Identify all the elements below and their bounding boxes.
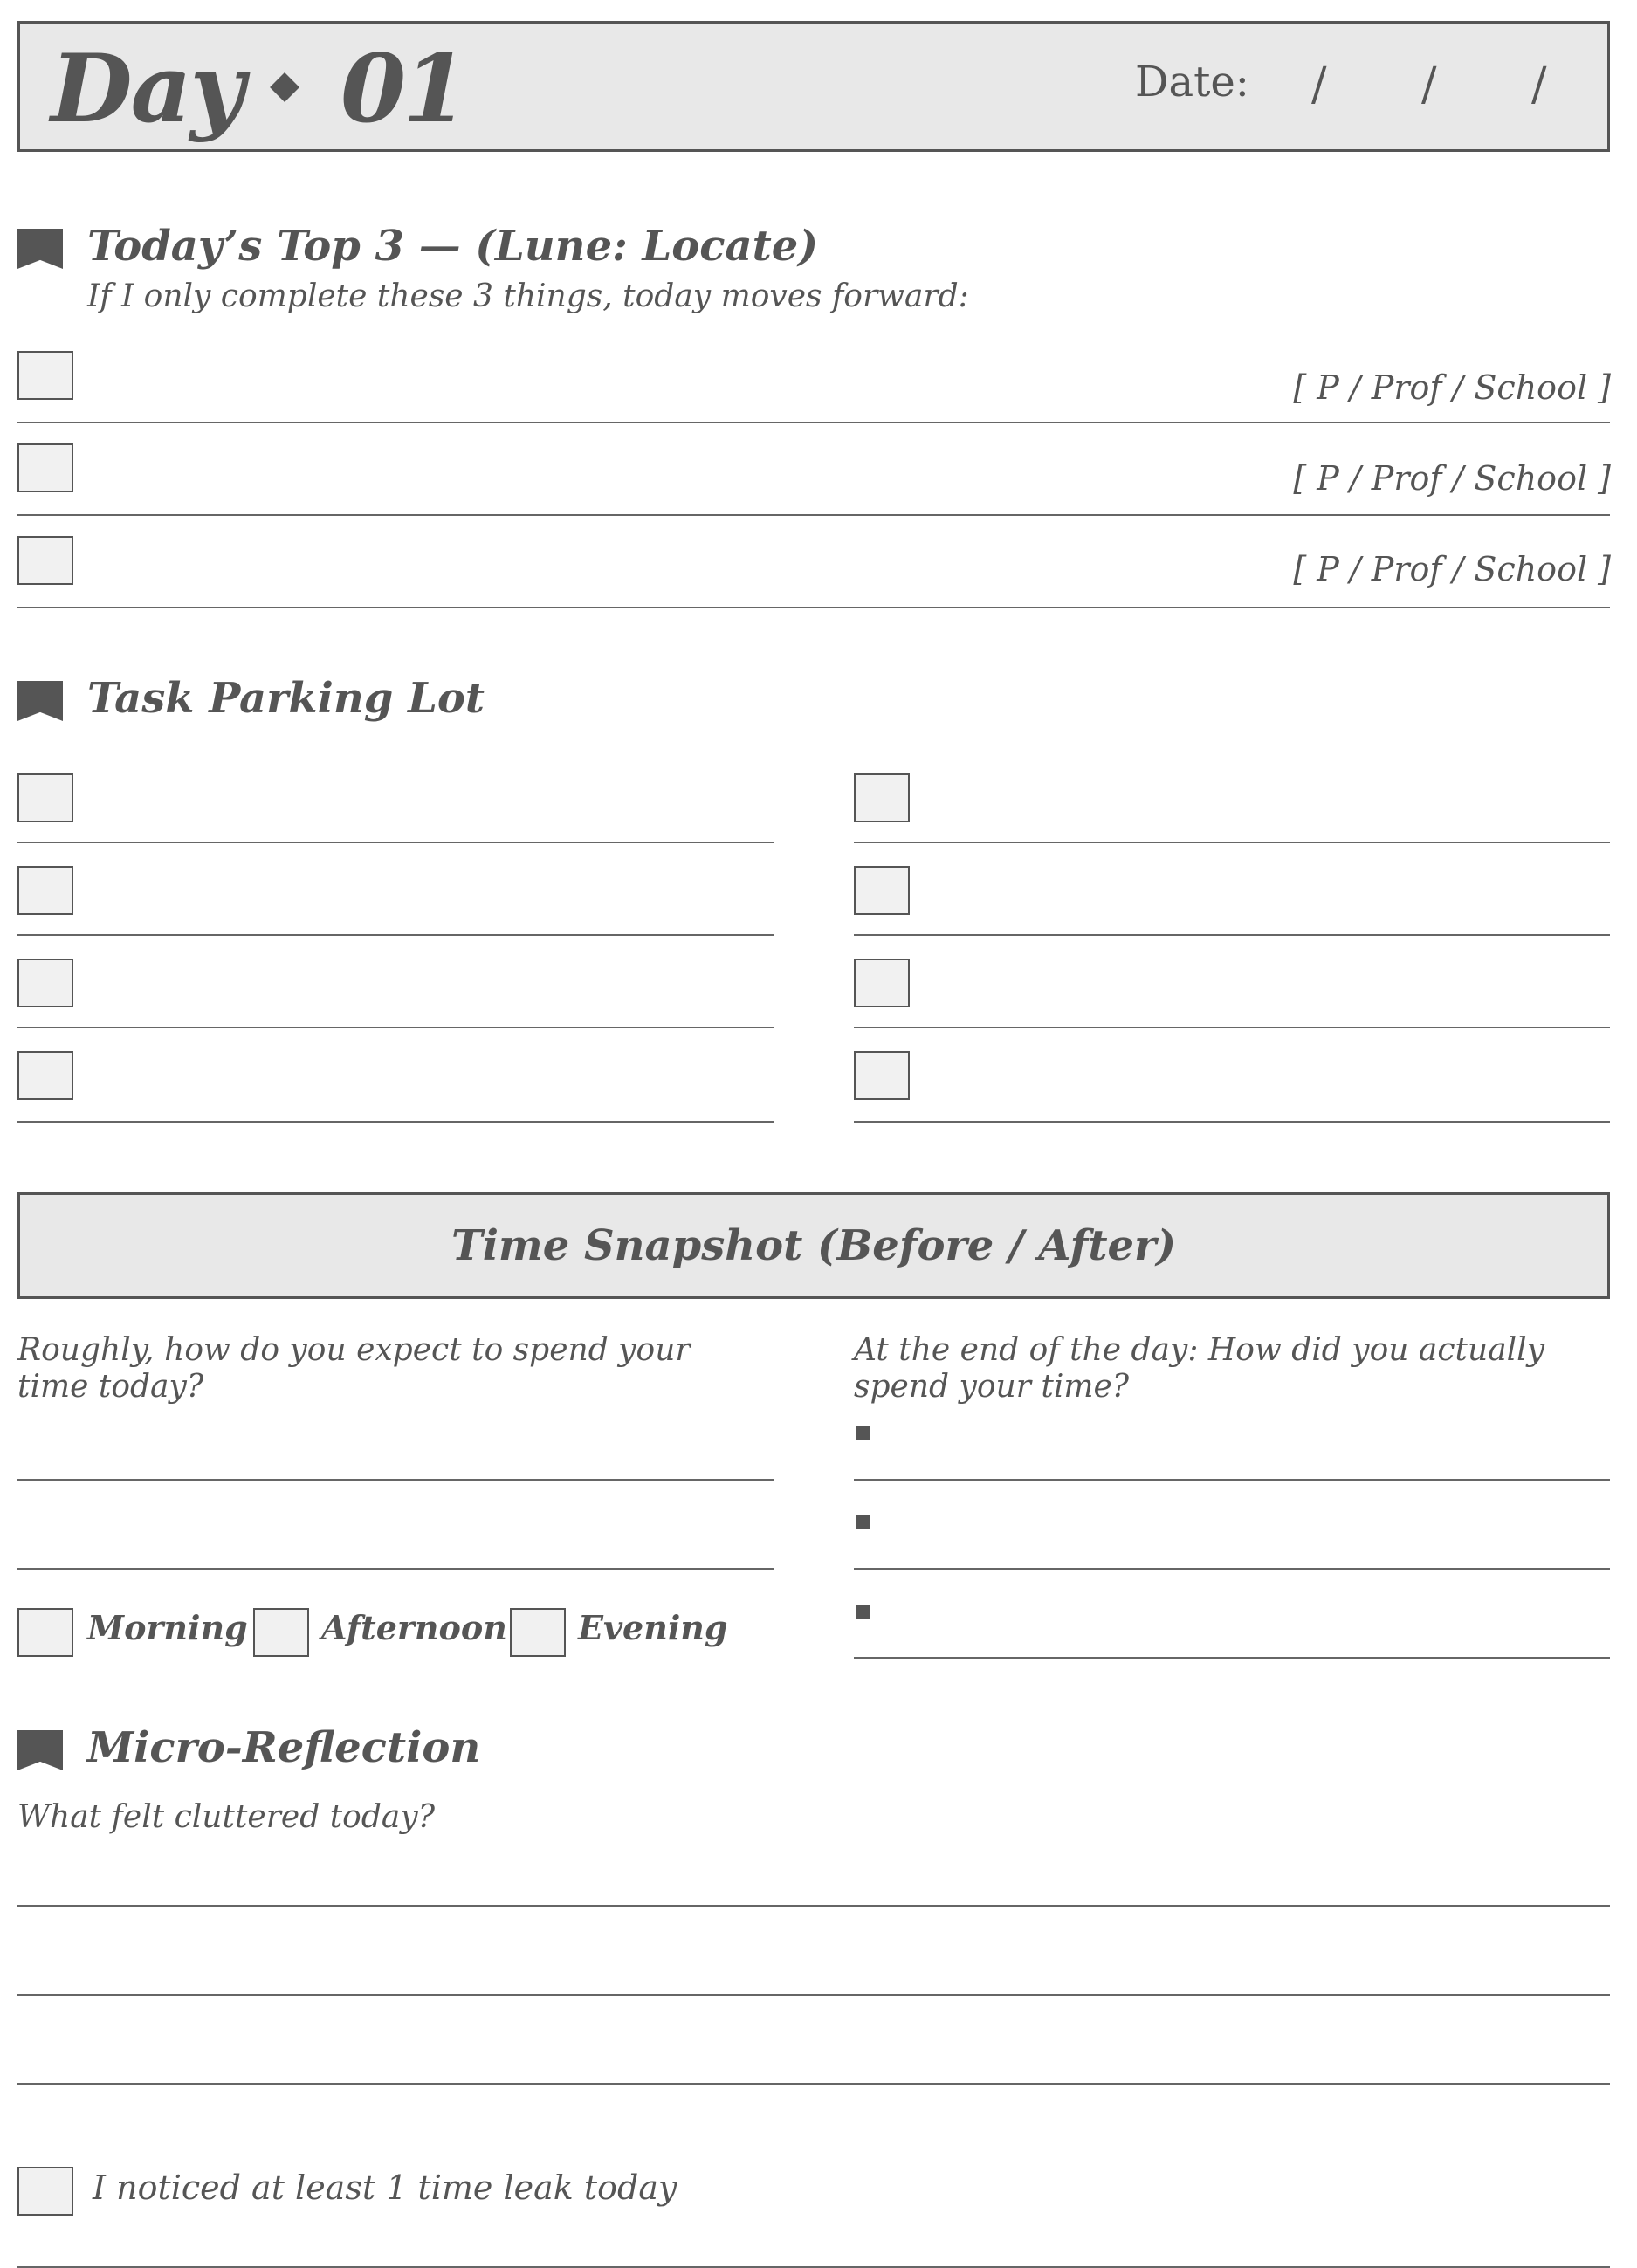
day-header xyxy=(17,21,1610,152)
reflection-title: Micro-Reflection xyxy=(87,1723,481,1772)
writing-line xyxy=(17,1479,774,1481)
writing-line xyxy=(17,1994,1610,1996)
evening-checkbox[interactable] xyxy=(510,1608,566,1657)
after-prompt: At the end of the day: How did you actually spend your time? xyxy=(854,1332,1545,1405)
writing-line xyxy=(17,2083,1610,2085)
time-snapshot-title: Time Snapshot (Before / After) xyxy=(451,1221,1177,1270)
writing-line xyxy=(17,1027,774,1028)
writing-line xyxy=(17,1568,774,1570)
writing-line xyxy=(17,607,1610,608)
top3-category-tag-1: [ P / Prof / School ] xyxy=(1293,368,1611,407)
writing-line xyxy=(854,1657,1610,1659)
time-leak-checkbox[interactable] xyxy=(17,2167,73,2216)
writing-line xyxy=(854,1568,1610,1570)
writing-line xyxy=(854,1479,1610,1481)
parking-lot-checkbox[interactable] xyxy=(854,959,910,1007)
bookmark-flag-icon xyxy=(17,229,63,269)
bullet-icon xyxy=(856,1515,870,1529)
parking-lot-checkbox[interactable] xyxy=(17,1051,73,1100)
top3-category-tag-3: [ P / Prof / School ] xyxy=(1293,550,1611,588)
writing-line xyxy=(854,1027,1610,1028)
top3-category-tag-2: [ P / Prof / School ] xyxy=(1293,459,1611,498)
parking-lot-checkbox[interactable] xyxy=(854,773,910,822)
writing-line xyxy=(17,1905,1610,1907)
date-separator: / xyxy=(1311,58,1327,111)
morning-checkbox[interactable] xyxy=(17,1608,73,1657)
bookmark-flag-icon xyxy=(17,681,63,721)
writing-line xyxy=(17,514,1610,516)
day-number: 01 xyxy=(340,34,465,144)
top3-subtitle: If I only complete these 3 things, today moves forward: xyxy=(87,278,969,314)
date-separator: / xyxy=(1531,58,1547,111)
time-leak-note: I noticed at least 1 time leak today xyxy=(93,2168,677,2207)
bullet-icon xyxy=(856,1426,870,1440)
date-separator: / xyxy=(1421,58,1437,111)
writing-line xyxy=(854,1121,1610,1123)
evening-label: Evening xyxy=(578,1608,728,1647)
before-prompt: Roughly, how do you expect to spend your time today? xyxy=(17,1332,691,1405)
morning-label: Morning xyxy=(87,1608,248,1647)
parking-lot-checkbox[interactable] xyxy=(854,1051,910,1100)
time-snapshot-band xyxy=(17,1192,1610,1299)
writing-line xyxy=(17,842,774,843)
afternoon-checkbox[interactable] xyxy=(253,1608,309,1657)
date-label: Date: xyxy=(1135,58,1249,107)
parking-lot-checkbox[interactable] xyxy=(17,773,73,822)
writing-line xyxy=(17,934,774,936)
writing-line xyxy=(854,842,1610,843)
writing-line xyxy=(17,422,1610,423)
writing-line xyxy=(854,934,1610,936)
bullet-icon xyxy=(856,1605,870,1619)
bookmark-flag-icon xyxy=(17,1730,63,1770)
day-label: Day xyxy=(51,34,244,144)
reflection-prompt: What felt cluttered today? xyxy=(17,1799,436,1835)
parking-lot-checkbox[interactable] xyxy=(17,959,73,1007)
top3-checkbox-2[interactable] xyxy=(17,443,73,492)
afternoon-label: Afternoon xyxy=(321,1608,507,1647)
writing-line xyxy=(17,1121,774,1123)
top3-checkbox-1[interactable] xyxy=(17,351,73,400)
parking-lot-checkbox[interactable] xyxy=(854,866,910,915)
parking-lot-title: Task Parking Lot xyxy=(87,674,485,723)
top3-checkbox-3[interactable] xyxy=(17,536,73,585)
top3-title: Today’s Top 3 — (Lune: Locate) xyxy=(87,222,819,271)
parking-lot-checkbox[interactable] xyxy=(17,866,73,915)
